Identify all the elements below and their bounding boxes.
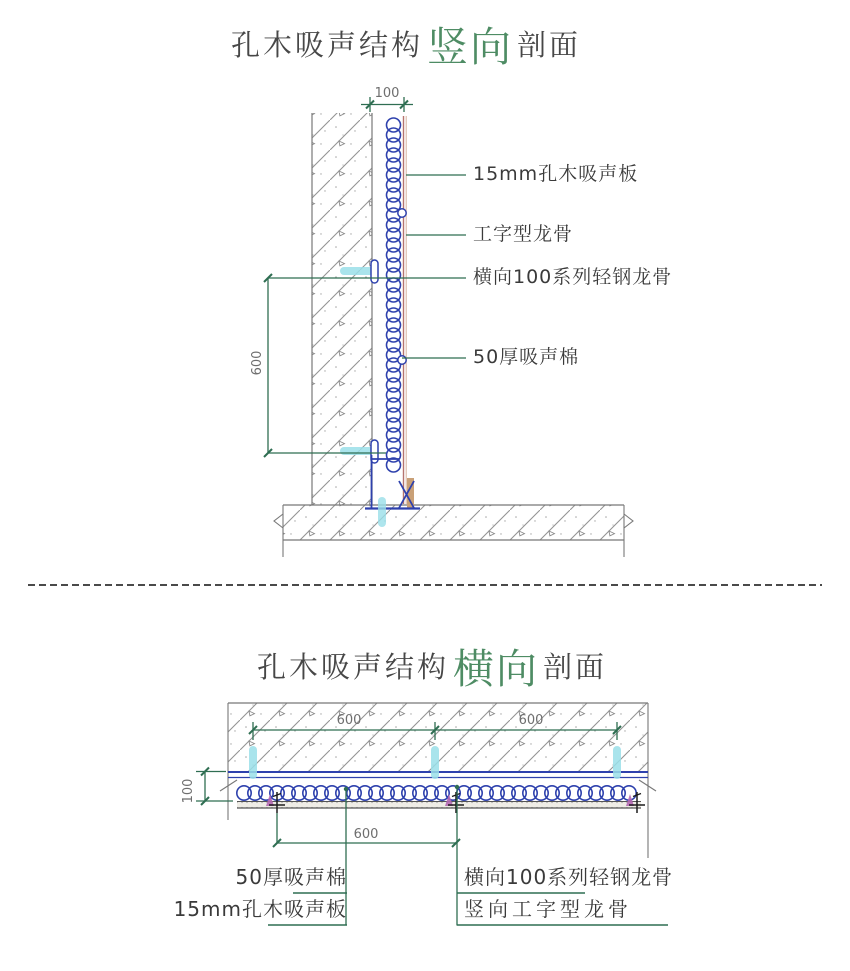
callout-steel-keel: 横向100系列轻钢龙骨 bbox=[464, 865, 674, 889]
callout-insulation: 50厚吸声棉 bbox=[473, 346, 580, 368]
callout-i-keel: 工字型龙骨 bbox=[473, 223, 574, 245]
title-highlight: 竖向 bbox=[427, 23, 513, 71]
wall-hatch bbox=[312, 113, 372, 505]
dim-panel-width: 100 bbox=[374, 86, 400, 101]
break-mark bbox=[274, 514, 283, 528]
floor-anchor bbox=[378, 497, 386, 527]
dim-bay-left: 600 bbox=[336, 713, 362, 728]
callout-vertical-i-keel: 竖向工字型龙骨 bbox=[464, 897, 632, 921]
floor-slab-hatch bbox=[283, 505, 624, 540]
horizontal-section-drawing bbox=[196, 703, 668, 926]
leader-dot bbox=[344, 787, 348, 791]
title-prefix: 孔木吸声结构 bbox=[230, 28, 423, 62]
wall-anchor bbox=[613, 746, 621, 779]
title-highlight: 横向 bbox=[453, 645, 539, 693]
title-suffix: 剖面 bbox=[543, 650, 608, 684]
insulation-coil-vertical bbox=[387, 118, 401, 472]
acoustic-panel-board bbox=[237, 802, 641, 809]
callout-steel-keel: 横向100系列轻钢龙骨 bbox=[473, 266, 673, 288]
i-keel-section bbox=[398, 209, 406, 217]
dim-bay-right: 600 bbox=[518, 713, 544, 728]
break-mark bbox=[624, 514, 633, 528]
callout-acoustic-panel: 15mm孔木吸声板 bbox=[173, 897, 347, 921]
leader-dot bbox=[455, 785, 459, 789]
dim-joist-spacing: 600 bbox=[353, 827, 379, 842]
title-prefix: 孔木吸声结构 bbox=[256, 650, 449, 684]
callout-acoustic-panel: 15mm孔木吸声板 bbox=[473, 163, 639, 185]
dim-thickness: 100 bbox=[181, 778, 196, 804]
i-keel-section bbox=[398, 356, 406, 364]
title-suffix: 剖面 bbox=[517, 28, 582, 62]
insulation-coil-horizontal bbox=[237, 786, 636, 800]
wall-anchor bbox=[249, 746, 257, 779]
section-divider bbox=[28, 584, 822, 586]
callout-insulation: 50厚吸声棉 bbox=[235, 865, 347, 889]
dim-anchor-spacing: 600 bbox=[250, 350, 265, 376]
vertical-section-title bbox=[231, 14, 581, 73]
horizontal-section-title bbox=[257, 636, 607, 695]
wall-anchor bbox=[431, 746, 439, 779]
